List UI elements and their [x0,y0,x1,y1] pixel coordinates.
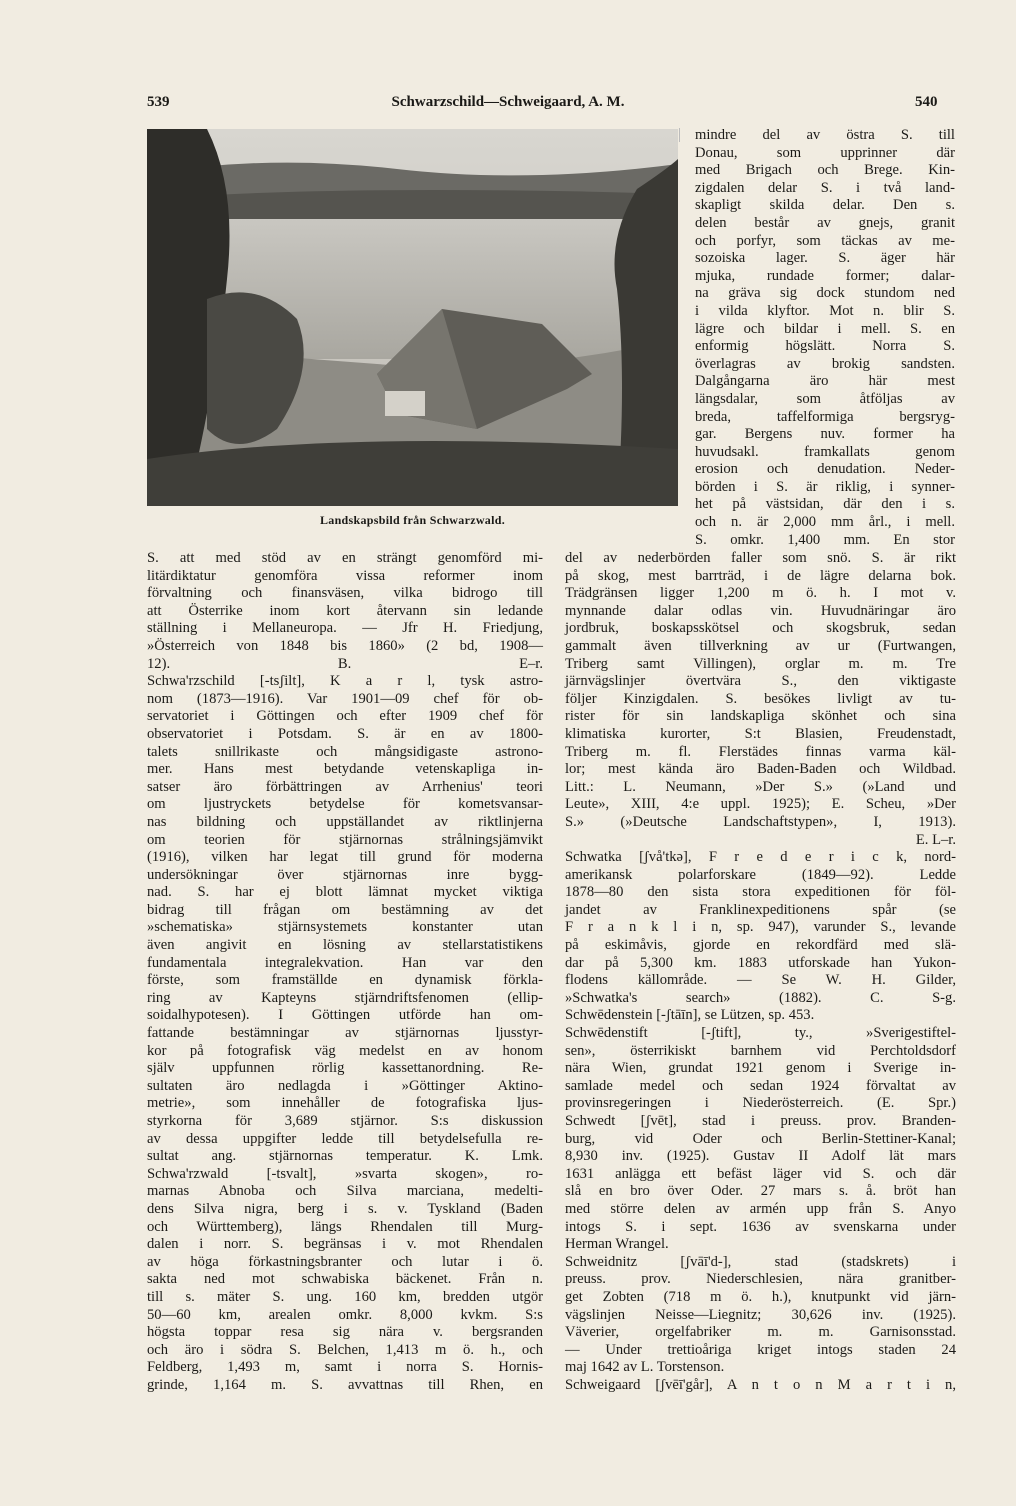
text-line: maj 1642 av L. Torstenson. [565,1359,725,1376]
text-line: om teorien för stjärnornas strålningsjämvikt [147,831,543,848]
text-line: servatoriet i Göttingen och efter 1909 chef för [147,708,543,725]
text-line: Schwatka [ʃvå'tkə], F r e d e r i c k, nord- [565,849,956,866]
text-line: och äro i södra S. Belchen, 1,413 m ö. h., och [147,1341,543,1358]
text-line: och n. är 2,000 mm årl., i mell. [695,514,955,531]
text-line: Väverier, orgelfabriker m. m. Garnisonsstad. [565,1324,956,1341]
text-line: Dalgångarna äro här mest [695,373,955,390]
text-line: metrie», som innehåller de fotografiska ljus- [147,1095,543,1112]
text-line: F r a n k l i n, sp. 947), varunder S., levande [565,919,956,936]
text-line: (1916), vilken har legat till grund för moderna [147,849,543,866]
text-line: amerikansk polarforskare (1849—92). Ledde [565,866,956,883]
text-line: mer. Hans mest betydande vetenskapliga in- [147,761,543,778]
text-line: del av nederbörden faller som snö. S. är rikt [565,550,956,566]
figure-caption: Landskapsbild från Schwarzwald. [319,513,506,527]
text-line: breda, taffelformiga bergsryg- [695,408,955,425]
text-line: grinde, 1,164 m. S. avvattnas till Rhen, en [147,1376,543,1393]
text-line: erosion och denudation. Neder- [695,461,955,478]
text-line: preuss. prov. Niederschlesien, nära granitber- [565,1271,956,1288]
text-line: fundamentala integralekvation. Han var den [147,954,543,971]
text-line: 50—60 km, arealen omkr. 8,000 kvkm. S:s [147,1306,543,1323]
text-line: lägre och bildar i mell. S. en [695,320,955,337]
text-line: S.» (»Deutsche Landschaftstypen», I, 1913). [565,813,956,830]
text-line: sen», österrikiskt barnhem vid Perchtoldsdorf [565,1042,956,1059]
text-line: undersökningar över stjärnornas inre bygg- [147,866,543,883]
text-line: S. omkr. 1,400 mm. En stor [695,531,955,548]
text-line: flodens källområde. — Se W. H. Gilder, [565,972,956,989]
text-line: till s. mäter S. ung. 160 km, bredden utgör [147,1288,543,1305]
text-line: zigdalen delar S. i två land- [695,179,955,196]
text-line: 12). B. E–r. [147,655,543,672]
text-line: »Schwatka's search» (1882). C. S-g. [565,989,956,1006]
text-line: nas bildning och uppställandet av riktlinjerna [147,813,543,830]
text-line: på eskimåvis, gjorde en rekordfärd med slä- [565,937,956,954]
text-line: jandet av Franklinexpeditionens spår (se [565,901,956,918]
text-line: längsdalar, som åtföljas av [695,390,955,407]
text-line: Leute», XIII, 4:e uppl. 1925); E. Scheu, »Der [565,796,956,813]
text-line: observatoriet i Potsdam. S. är en av 1800- [147,725,543,742]
text-line: Herman Wrangel. [565,1236,669,1253]
text-line: litärdiktatur genomföra vissa reformer inom [147,567,543,584]
text-line: Triberg samt Villingen), orglar m. m. Tre [565,655,956,672]
text-line: klimatiska kurorter, S:t Blasien, Freudenstadt, [565,725,956,742]
text-line: jordbruk, boskapsskötsel och skogsbruk, sedan [565,620,956,637]
text-line: gar. Bergens nuv. former ha [695,426,955,443]
text-line: samlade medel och sedan 1924 förvaltat av [565,1077,956,1094]
text-line: Donau, som upprinner där [695,144,955,161]
right-column-top [695,127,955,549]
text-line: rister för sin landskapliga skönhet och sina [565,708,956,725]
text-line: även angivit en lösning av stellarstatistikens [147,937,543,954]
text-line: slå en bro över Oder. 27 mars s. å. bröt han [565,1183,956,1200]
text-line: och porfyr, som täckas av me- [695,232,955,249]
text-line: bidrag till frågan om bestämning av det [147,901,543,918]
text-line: huvudsakl. framkallats genom [695,443,955,460]
right-column-body [565,550,956,1395]
text-line: att Österrike inom kort återvann sin ledande [147,602,543,619]
text-line: Triberg m. fl. Flerstädes finnas varma käl- [565,743,956,760]
text-line: nära Wien, grundat 1921 genom i Sverige in- [565,1060,956,1077]
text-line: ring av Kapteyns stjärndriftsfenomen (ellip- [147,989,543,1006]
text-line: följer Kinzigdalen. S. besökes livligt av tu- [565,690,956,707]
text-line: börden i S. är riklig, i synner- [695,478,955,495]
text-line: skapligt skilda delar. Den s. [695,197,955,214]
text-line: gammalt även tillverkning av ur (Furtwangen, [565,637,956,654]
text-line: Litt.: L. Neumann, »Der S.» (»Land und [565,778,956,795]
text-line: mjuka, rundade former; dalar- [695,267,955,284]
text-line: Schwa'rzwald [-tsvalt], »svarta skogen», ro- [147,1165,543,1182]
text-line: Schweidnitz [ʃvāī'd-], stad (stadskrets) i [565,1253,956,1270]
text-line: sakta ned mot schwabiska bäckenet. Från n. [147,1271,543,1288]
text-line: om ljustryckets betydelse för kometsvansar- [147,796,543,813]
text-line: sozoiska lager. S. äger här [695,250,955,267]
text-line: ställning i Mellaneuropa. — Jfr H. Friedjung, [147,620,543,637]
text-line: — Under trettioåriga kriget intogs staden 24 [565,1341,956,1358]
text-line: av höga förkastningsbranter och lutar i ö. [147,1253,543,1270]
text-line: dens Silva nigra, berg i s. v. Tyskland (Baden [147,1200,543,1217]
text-line: nom (1873—1916). Var 1901—09 chef för ob- [147,690,543,707]
text-line: och Württemberg), längs Rhendalen till Murg- [147,1218,543,1235]
page-edge-mark [679,128,680,142]
text-line: sultat ang. stjärnornas temperatur. K. Lmk. [147,1148,543,1165]
text-line: S. att med stöd av en strängt genomförd mi- [147,550,543,566]
text-line: 8,930 inv. (1925). Gustav II Adolf lät mars [565,1148,956,1165]
text-line: med större delen av armén upp från S. Anyo [565,1200,956,1217]
text-line: soidalhypotesen). I Göttingen utförde han om- [147,1007,543,1024]
text-line: Schwēdenstift [-ʃtift], ty., »Sverigestiftel- [565,1025,956,1042]
text-line: satser äro förbättringen av Arrhenius' teori [147,778,543,795]
text-line: sultaten äro nedlagda i »Göttinger Aktino- [147,1077,543,1094]
text-line: provinsregeringen i Niederösterreich. (E. Spr.) [565,1095,956,1112]
text-line: 1631 anlägga ett befäst läger vid S. och där [565,1165,956,1182]
text-line: Schweigaard [ʃvēī'går], A n t o n M a r t i n, [565,1376,956,1393]
landscape-photo [147,129,678,506]
text-line: förste, som framställde en dynamisk förkla- [147,972,543,989]
text-line: Schwa'rzschild [-tsʃilt], K a r l, tysk astro- [147,673,543,690]
text-line: i vilda klyftor. Mot n. blir S. [695,302,955,319]
text-line: get Zobten (718 m ö. h.), knutpunkt vid järn- [565,1288,956,1305]
text-line: själv uppfunnen rörlig kassettanordning. Re- [147,1060,543,1077]
text-line: överlagras av brokig sandsten. [695,355,955,372]
text-line: »schematiska» stjärnsystemets konstanter utan [147,919,543,936]
running-title: Schwarzschild—Schweigaard, A. M. [391,94,625,110]
text-line: marnas Abnoba och Silva marciana, medelti- [147,1183,543,1200]
text-line: E. L–r. [915,831,956,848]
page-number-left: 539 [147,94,170,110]
text-line: delen består av gnejs, granit [695,214,955,231]
left-column [147,550,543,1395]
text-line: dar på 5,300 km. 1883 utforskade han Yukon- [565,954,956,971]
text-line: mynnande dalar odlas vin. Huvudnäringar äro [565,602,956,619]
text-line: med Brigach och Brege. Kin- [695,162,955,179]
text-line: 1878—80 den sista stora expeditionen för föl- [565,884,956,901]
text-line: fattande bestämningar av stjärnornas ljusstyr- [147,1025,543,1042]
text-line: vägslinjen Neisse—Liegnitz; 30,626 inv. (1925). [565,1306,956,1323]
text-line: nad. S. har ej blott lämnat mycket viktiga [147,884,543,901]
text-line: Trädgränsen ligger 1,200 m ö. h. I mot v. [565,585,956,602]
text-line: förvaltning och finansväsen, vilka bidrogo till [147,585,543,602]
text-line: lor; mest kända äro Baden-Baden och Wildbad. [565,761,956,778]
text-line: Schwedt [ʃvēt], stad i preuss. prov. Branden- [565,1113,956,1129]
text-line: av dessa uppgifter ledde till betydelsefulla re- [147,1130,543,1147]
text-line: enformig högslätt. Norra S. [695,338,955,355]
text-line: Feldberg, 1,493 m, samt i norra S. Hornis- [147,1359,543,1376]
text-line: talets snillrikaste och mångsidigaste astrono- [147,743,543,760]
text-line: na gräva sig dock stundom ned [695,285,955,302]
text-line: högsta toppar resa sig nära v. bergsranden [147,1324,543,1341]
text-line: mindre del av östra S. till [695,127,955,143]
text-line: het på västsidan, där den i s. [695,496,955,513]
text-line: styrkorna för 3,689 stjärnor. S:s diskussion [147,1113,543,1129]
text-line: dalen i norr. S. begränsas i v. mot Rhendalen [147,1236,543,1253]
text-line: burg, vid Oder och Berlin-Stettiner-Kanal; [565,1130,956,1147]
text-line: intogs S. i sept. 1636 av svenskarna under [565,1218,956,1235]
text-line: Schwēdenstein [-ʃtāīn], se Lützen, sp. 453. [565,1007,815,1024]
text-line: på skog, mest barrträd, i de lägre delarna bok. [565,567,956,584]
text-line: järnvägslinjer övertvära S., den viktigaste [565,673,956,690]
text-line: »Österreich von 1848 bis 1860» (2 bd, 1908— [147,637,543,654]
page-number-right: 540 [915,94,938,110]
text-line: kor på fotografisk väg medelst en av honom [147,1042,543,1059]
